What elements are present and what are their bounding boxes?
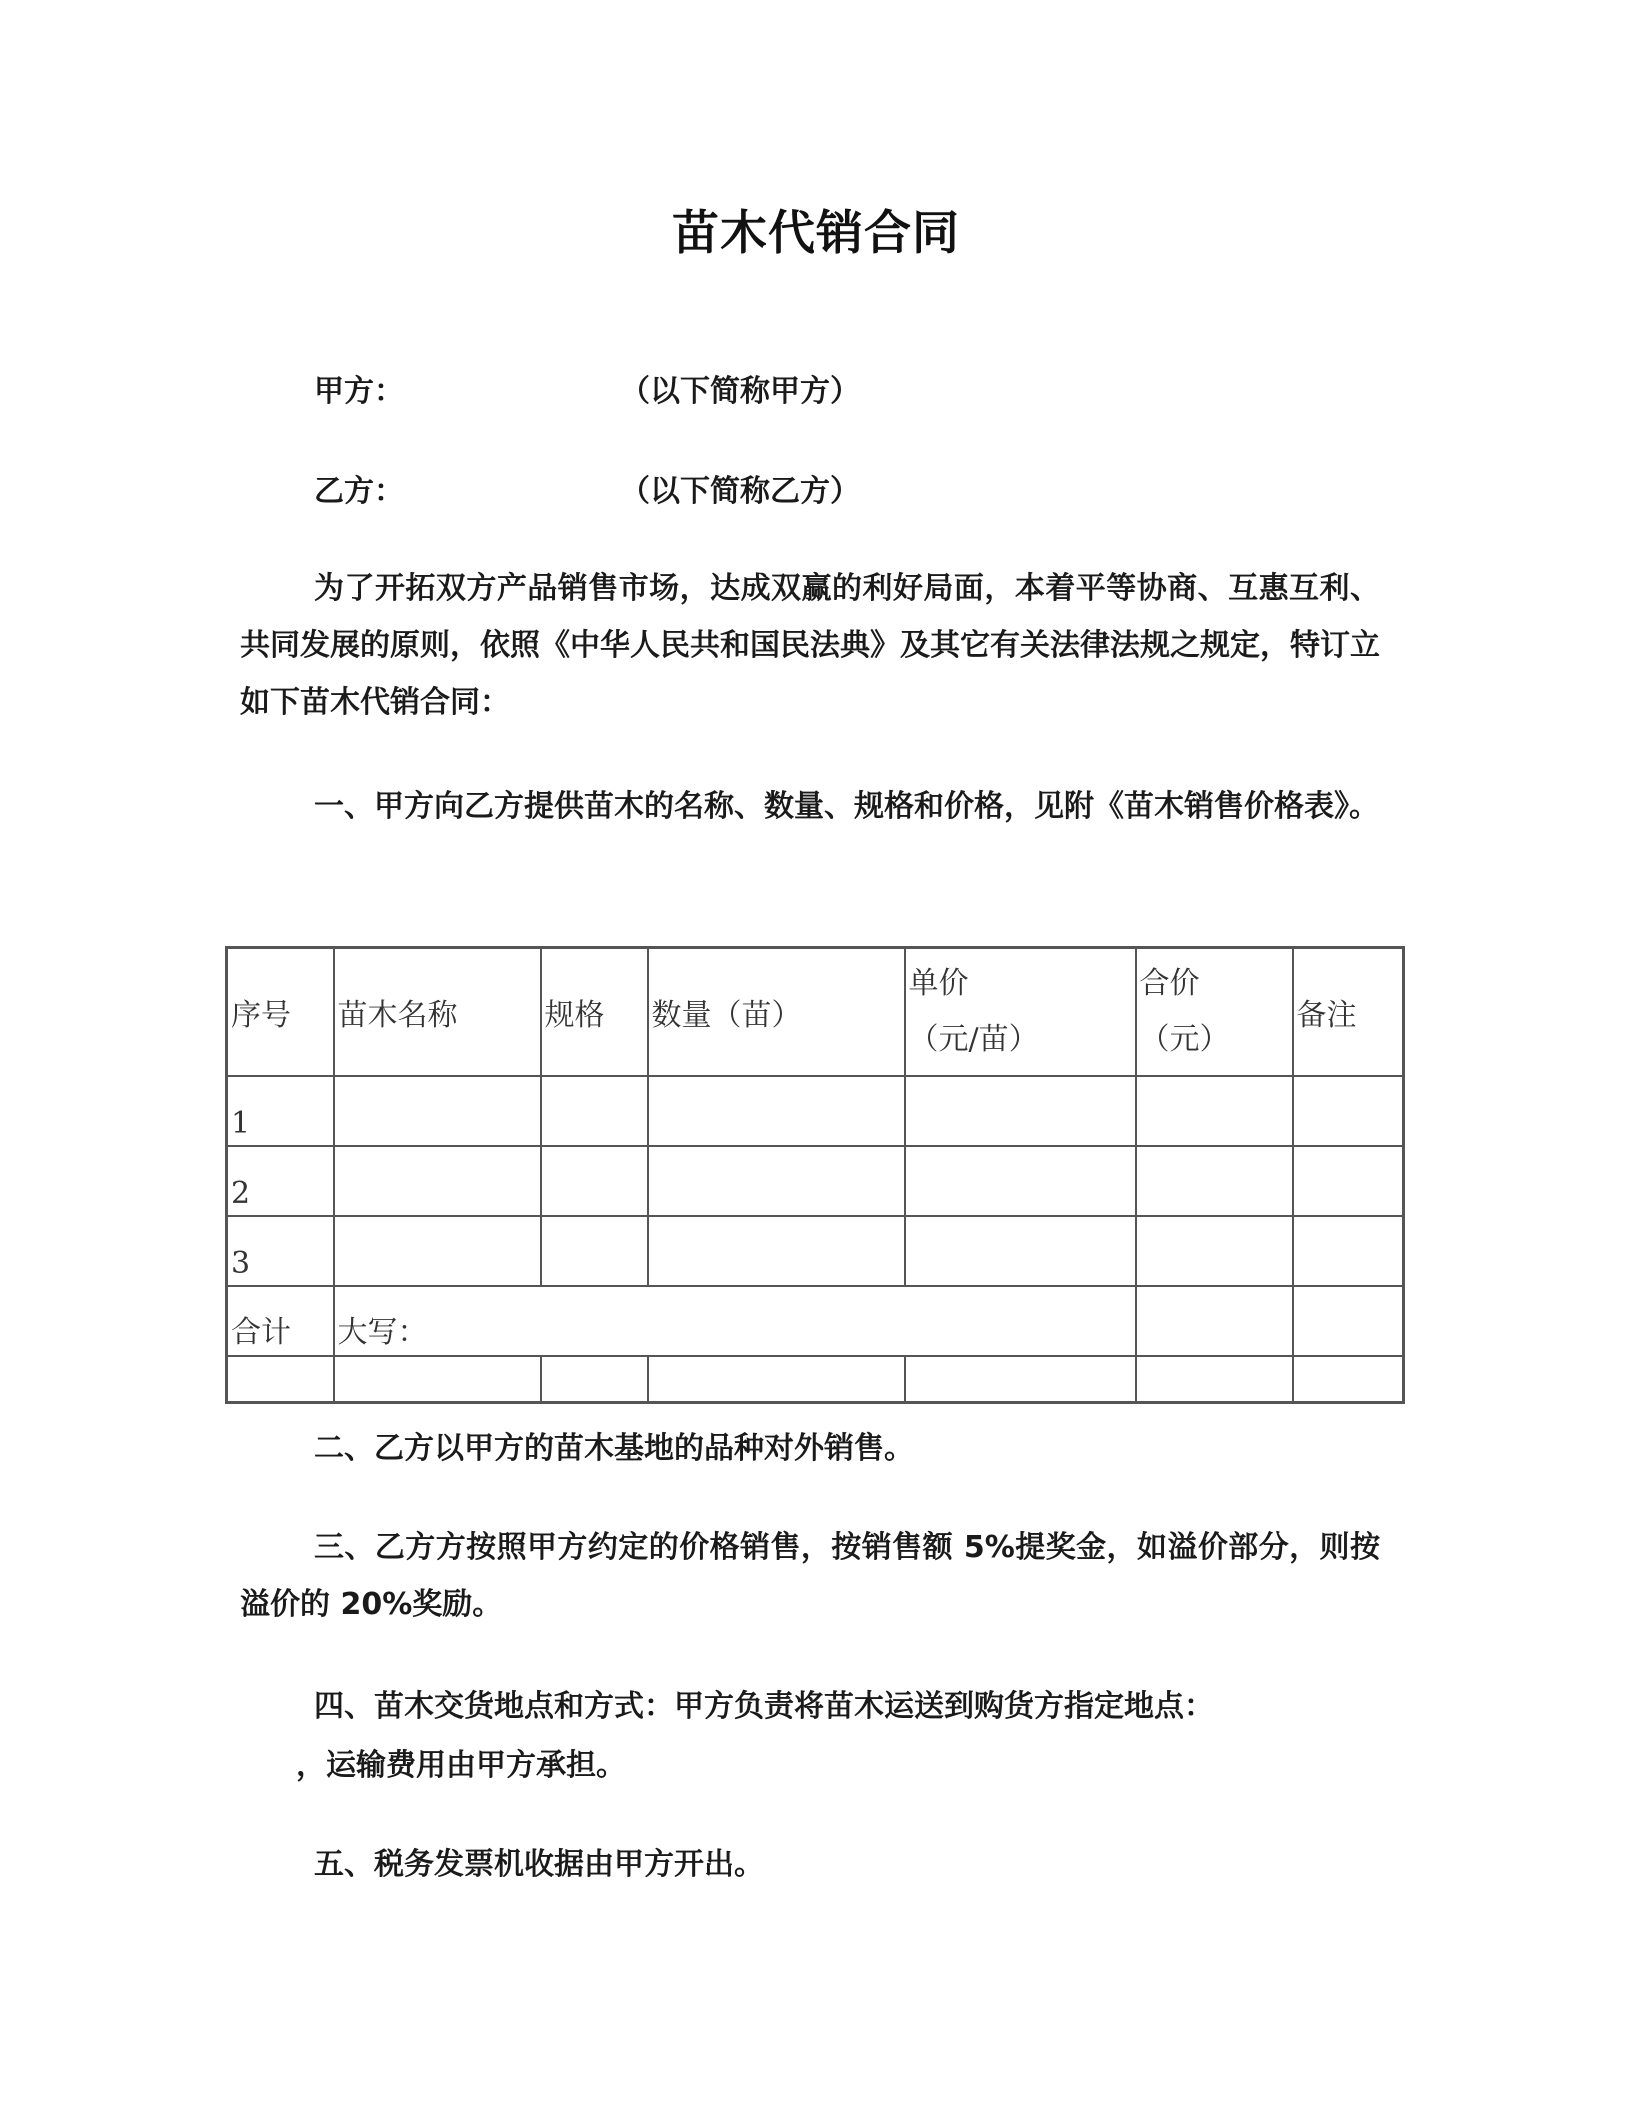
cell: [905, 1076, 1136, 1146]
clause-3-paragraph: 三、乙方方按照甲方约定的价格销售，按销售额 5%提奖金，如溢价部分，则按溢价的 20%奖励。: [240, 1530, 1380, 1622]
cell: [334, 1146, 541, 1216]
cell: [1293, 1216, 1404, 1286]
header-name: 苗木名称: [334, 948, 541, 1077]
sum-capital: 大写：: [334, 1286, 1136, 1356]
cell: [334, 1216, 541, 1286]
header-unit-price: [905, 948, 1136, 1077]
clause-1-paragraph: 一、甲方向乙方提供苗木的名称、数量、规格和价格，见附《苗木销售价格表》。: [314, 789, 1379, 824]
table-header-row: [227, 948, 1404, 1077]
cell: [541, 1146, 648, 1216]
row-no: 1: [227, 1076, 334, 1146]
cell: [905, 1216, 1136, 1286]
party-b-label: 乙方：: [314, 474, 404, 509]
table-sum-row: [227, 1286, 1404, 1356]
cell: [1293, 1146, 1404, 1216]
header-unit-price-line1: 单价: [908, 966, 969, 1001]
sum-label: 合计: [227, 1286, 334, 1356]
cell: [1136, 1076, 1293, 1146]
clause-2-paragraph: 二、乙方以甲方的苗木基地的品种对外销售。: [314, 1431, 914, 1466]
header-spec: 规格: [541, 948, 648, 1077]
party-a-note: （以下简称甲方）: [620, 374, 860, 409]
cell: [227, 1356, 334, 1403]
clause-4-line2: ，运输费用由甲方承担。: [296, 1748, 626, 1783]
cell: [1136, 1216, 1293, 1286]
table-row: [227, 1076, 1404, 1146]
cell: [334, 1356, 541, 1403]
document-title: 苗木代销合同: [672, 206, 960, 261]
cell: [1136, 1286, 1293, 1356]
cell: [1136, 1146, 1293, 1216]
price-table: [225, 946, 1405, 1404]
row-no: 3: [227, 1216, 334, 1286]
cell: [1293, 1286, 1404, 1356]
cell: [905, 1356, 1136, 1403]
table-row: [227, 1216, 1404, 1286]
preamble-paragraph: 为了开拓双方产品销售市场，达成双赢的利好局面，本着平等协商、互惠互利、共同发展的原则，依照《中华人民共和国民法典》及其它有关法律法规之规定，特订立如下苗木代销合同：: [240, 571, 1380, 720]
table-row: [227, 1146, 1404, 1216]
cell: [1293, 1356, 1404, 1403]
cell: [1293, 1076, 1404, 1146]
cell: [541, 1076, 648, 1146]
party-b-note: （以下简称乙方）: [620, 474, 860, 509]
cell: [541, 1356, 648, 1403]
cell: [1136, 1356, 1293, 1403]
cell: [648, 1146, 905, 1216]
cell: [648, 1216, 905, 1286]
clause-5-paragraph: 五、税务发票机收据由甲方开出。: [314, 1847, 764, 1882]
cell: [541, 1216, 648, 1286]
header-total-line1: 合价: [1139, 966, 1200, 1001]
header-remark: 备注: [1293, 948, 1404, 1077]
table-row: [227, 1356, 1404, 1403]
cell: [648, 1076, 905, 1146]
clause-4-line1: 四、苗木交货地点和方式：甲方负责将苗木运送到购货方指定地点：: [314, 1689, 1214, 1724]
cell: [334, 1076, 541, 1146]
row-no: 2: [227, 1146, 334, 1216]
header-no: 序号: [227, 948, 334, 1077]
header-unit-price-line2: （元/苗）: [908, 1022, 1039, 1057]
cell: [648, 1356, 905, 1403]
header-total-line2: （元）: [1139, 1022, 1230, 1057]
party-a-label: 甲方：: [314, 374, 404, 409]
cell: [905, 1146, 1136, 1216]
header-total: [1136, 948, 1293, 1077]
header-qty: 数量（苗）: [648, 948, 905, 1077]
